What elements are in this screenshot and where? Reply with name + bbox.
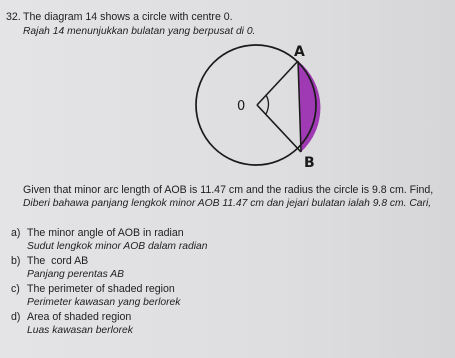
question-title: The diagram 14 shows a circle with centre 0.	[23, 11, 233, 23]
part-question-malay: Panjang perentas AB	[27, 269, 124, 280]
part-question: Area of shaded region	[27, 311, 132, 323]
given-statement-malay: Diberi bahawa panjang lengkok minor AOB 11.47 cm dan jejari bulatan ialah 9.8 cm. Cari,	[23, 198, 432, 209]
part-letter: c)	[11, 283, 20, 295]
part-question-malay: Perimeter kawasan yang berlorek	[27, 297, 181, 308]
radius-ob	[257, 105, 301, 152]
label-a: A	[294, 44, 305, 60]
part-question: The minor angle of AOB in radian	[27, 227, 184, 239]
label-o: 0	[237, 99, 246, 114]
angle-arc	[266, 95, 269, 114]
part-question: The cord AB	[27, 255, 89, 267]
part-question: The perimeter of shaded region	[27, 283, 175, 295]
question-number: 32.	[6, 11, 21, 23]
question-title-malay: Rajah 14 menunjukkan bulatan yang berpusat di 0.	[23, 26, 256, 37]
shaded-segment	[298, 61, 320, 152]
part-question-malay: Luas kawasan berlorek	[27, 325, 133, 336]
part-letter: b)	[11, 255, 21, 267]
part-question-malay: Sudut lengkok minor AOB dalam radian	[27, 241, 208, 252]
given-statement: Given that minor arc length of AOB is 11.47 cm and the radius the circle is 9.8 cm. Find,	[23, 184, 434, 196]
part-letter: d)	[11, 311, 21, 323]
radius-oa	[257, 61, 298, 105]
label-b: B	[304, 155, 315, 171]
part-letter: a)	[11, 227, 21, 239]
